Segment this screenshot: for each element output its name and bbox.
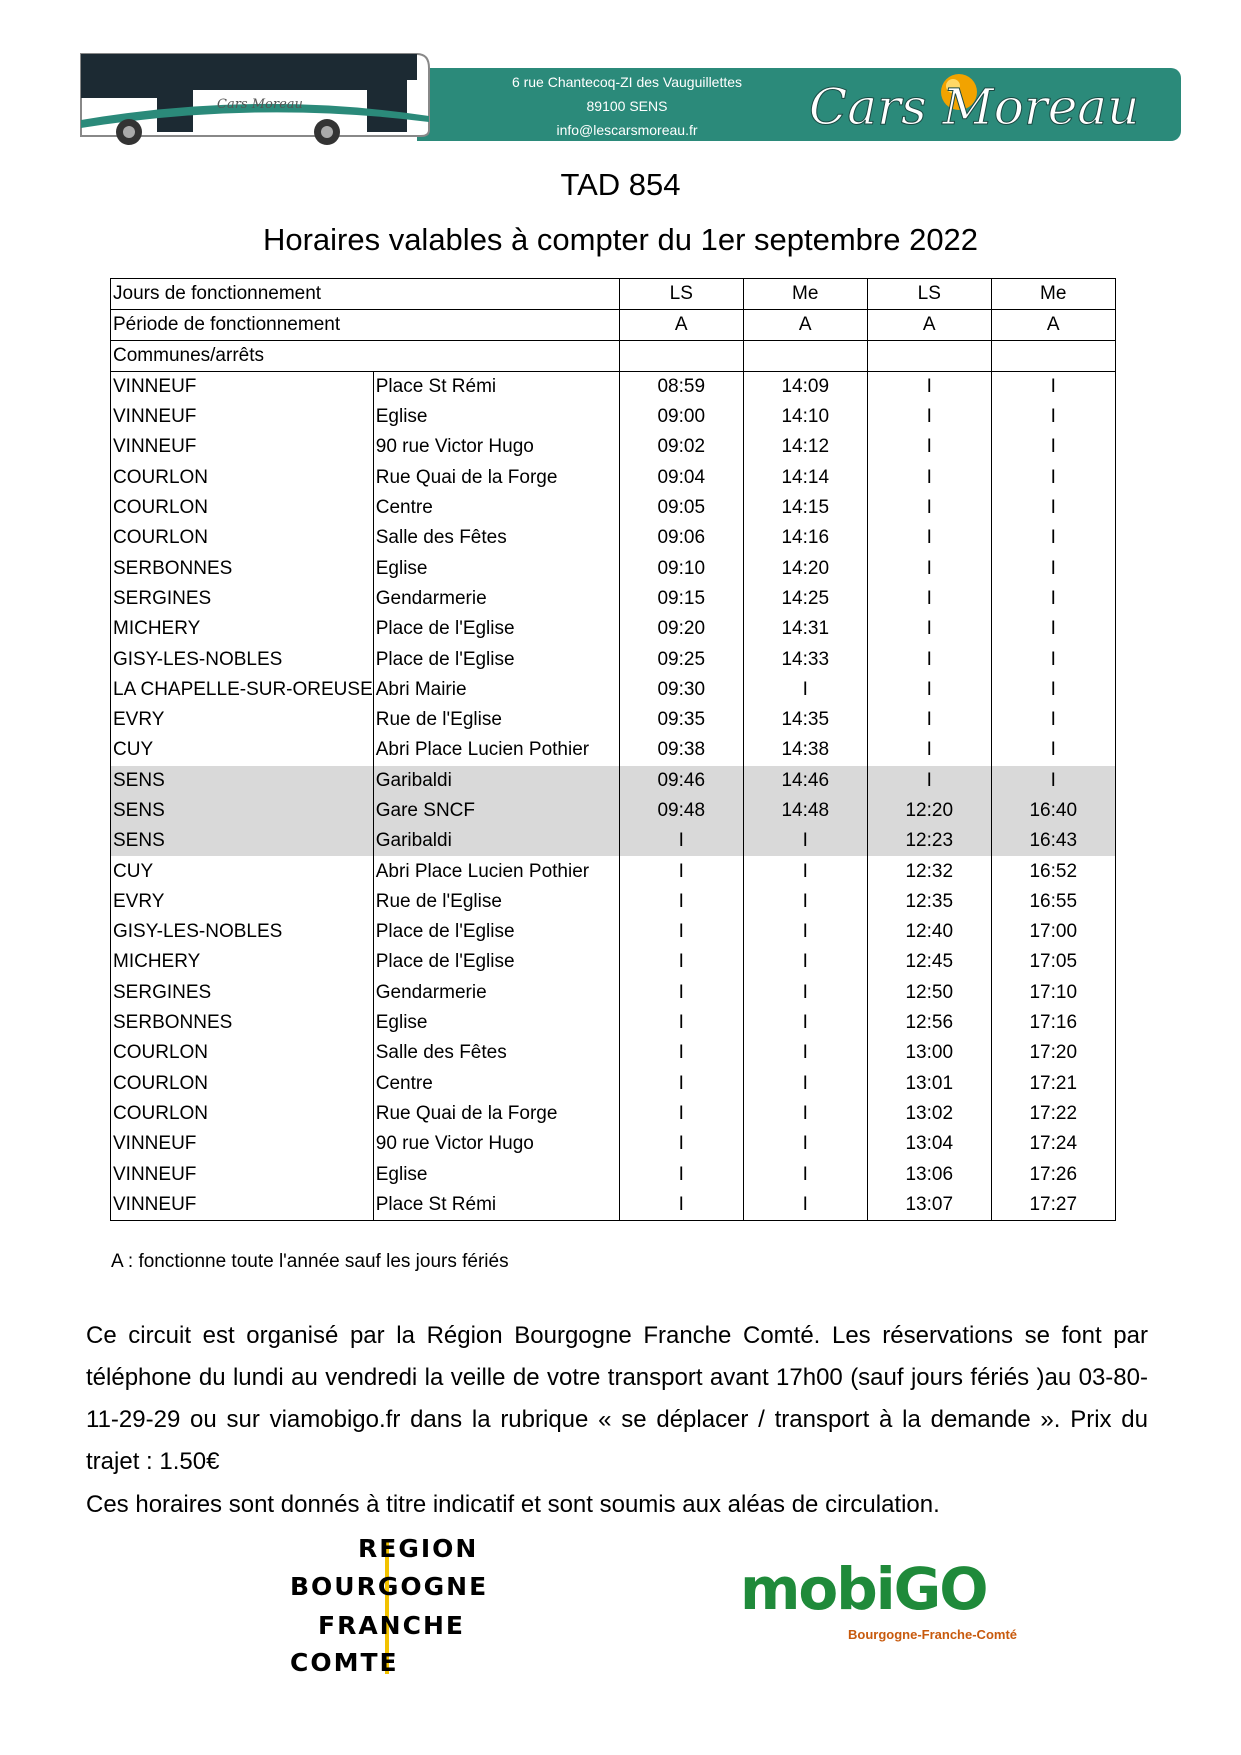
time-cell: 16:52 xyxy=(991,856,1115,886)
time-cell: I xyxy=(991,493,1115,523)
commune-cell: VINNEUF xyxy=(111,1190,374,1221)
time-cell: I xyxy=(743,1129,867,1159)
time-cell: I xyxy=(619,1129,743,1159)
table-row xyxy=(111,826,1116,856)
time-cell: 14:35 xyxy=(743,705,867,735)
stop-cell: Salle des Fêtes xyxy=(373,523,619,553)
table-row xyxy=(111,463,1116,493)
time-cell: I xyxy=(991,584,1115,614)
time-cell: 09:48 xyxy=(619,796,743,826)
time-cell: I xyxy=(743,1008,867,1038)
time-cell: I xyxy=(867,705,991,735)
time-cell: 14:10 xyxy=(743,402,867,432)
time-cell: 14:48 xyxy=(743,796,867,826)
time-cell: I xyxy=(743,675,867,705)
stop-cell: Centre xyxy=(373,493,619,523)
commune-cell: SERBONNES xyxy=(111,1008,374,1038)
time-cell: I xyxy=(619,947,743,977)
time-cell: 17:27 xyxy=(991,1190,1115,1221)
time-cell: 17:05 xyxy=(991,947,1115,977)
period-row xyxy=(111,310,1116,341)
time-cell: 09:00 xyxy=(619,402,743,432)
table-row xyxy=(111,675,1116,705)
time-cell: I xyxy=(619,1069,743,1099)
commune-cell: VINNEUF xyxy=(111,402,374,432)
time-cell: I xyxy=(743,978,867,1008)
stop-cell: 90 rue Victor Hugo xyxy=(373,1129,619,1159)
time-cell: 17:26 xyxy=(991,1159,1115,1189)
days-row-label: Jours de fonctionnement xyxy=(111,279,620,310)
time-cell: I xyxy=(743,1159,867,1189)
time-cell: I xyxy=(867,735,991,765)
table-row xyxy=(111,1069,1116,1099)
mobigo-wordmark: mobiGO xyxy=(740,1555,987,1623)
commune-cell: MICHERY xyxy=(111,614,374,644)
commune-cell: VINNEUF xyxy=(111,372,374,403)
time-cell: 16:55 xyxy=(991,887,1115,917)
commune-cell: MICHERY xyxy=(111,947,374,977)
stop-cell: Place de l'Eglise xyxy=(373,614,619,644)
region-bfc-logo xyxy=(290,1530,510,1680)
time-cell: 17:00 xyxy=(991,917,1115,947)
time-cell: 13:02 xyxy=(867,1099,991,1129)
time-cell: I xyxy=(991,675,1115,705)
table-row xyxy=(111,856,1116,886)
time-cell: I xyxy=(743,947,867,977)
time-cell: I xyxy=(619,1008,743,1038)
address-line-1: 6 rue Chantecoq-ZI des Vauguillettes xyxy=(511,74,743,90)
time-cell: 14:46 xyxy=(743,766,867,796)
time-cell: I xyxy=(743,887,867,917)
time-cell: I xyxy=(991,432,1115,462)
stops-header-row-cell xyxy=(991,341,1115,372)
time-cell: 14:12 xyxy=(743,432,867,462)
stop-cell: Rue Quai de la Forge xyxy=(373,1099,619,1129)
time-cell: I xyxy=(867,614,991,644)
time-cell: I xyxy=(743,1190,867,1221)
time-cell: 17:21 xyxy=(991,1069,1115,1099)
stops-header-row-label: Communes/arrêts xyxy=(111,341,620,372)
period-row-cell: A xyxy=(867,310,991,341)
table-row xyxy=(111,796,1116,826)
period-row-cell: A xyxy=(619,310,743,341)
stop-cell: Place St Rémi xyxy=(373,1190,619,1221)
time-cell: I xyxy=(867,584,991,614)
stop-cell: Rue de l'Eglise xyxy=(373,705,619,735)
table-row xyxy=(111,917,1116,947)
table-row xyxy=(111,1159,1116,1189)
stop-cell: Rue de l'Eglise xyxy=(373,887,619,917)
time-cell: I xyxy=(991,766,1115,796)
stop-cell: Eglise xyxy=(373,402,619,432)
time-cell: 17:20 xyxy=(991,1038,1115,1068)
mobigo-subtitle: Bourgogne-Franche-Comté xyxy=(848,1627,1017,1642)
table-row xyxy=(111,1038,1116,1068)
time-cell: I xyxy=(991,553,1115,583)
table-row xyxy=(111,1099,1116,1129)
time-cell: 09:04 xyxy=(619,463,743,493)
period-row-label: Période de fonctionnement xyxy=(111,310,620,341)
time-cell: 17:10 xyxy=(991,978,1115,1008)
time-cell: I xyxy=(991,523,1115,553)
time-cell: 12:32 xyxy=(867,856,991,886)
stops-header-row xyxy=(111,341,1116,372)
table-row xyxy=(111,614,1116,644)
table-row xyxy=(111,523,1116,553)
period-row-cell: A xyxy=(743,310,867,341)
commune-cell: LA CHAPELLE-SUR-OREUSE xyxy=(111,675,374,705)
table-row xyxy=(111,887,1116,917)
stop-cell: 90 rue Victor Hugo xyxy=(373,432,619,462)
days-row-cell: Me xyxy=(991,279,1115,310)
table-row xyxy=(111,1129,1116,1159)
time-cell: 09:30 xyxy=(619,675,743,705)
time-cell: 14:09 xyxy=(743,372,867,403)
time-cell: I xyxy=(991,372,1115,403)
table-row xyxy=(111,553,1116,583)
time-cell: I xyxy=(991,735,1115,765)
mobigo-logo xyxy=(740,1555,1040,1665)
table-row xyxy=(111,372,1116,403)
commune-cell: VINNEUF xyxy=(111,1129,374,1159)
stop-cell: Place de l'Eglise xyxy=(373,947,619,977)
commune-cell: CUY xyxy=(111,735,374,765)
stop-cell: Place de l'Eglise xyxy=(373,644,619,674)
days-row xyxy=(111,279,1116,310)
commune-cell: SENS xyxy=(111,796,374,826)
commune-cell: SENS xyxy=(111,766,374,796)
commune-cell: EVRY xyxy=(111,887,374,917)
page-header xyxy=(77,50,1181,146)
company-address xyxy=(467,70,787,142)
time-cell: 09:35 xyxy=(619,705,743,735)
region-logo-line-2: BOURGOGNE xyxy=(290,1572,489,1601)
region-logo-line-4: COMTE xyxy=(290,1648,399,1677)
days-row-cell: LS xyxy=(619,279,743,310)
period-row-cell: A xyxy=(991,310,1115,341)
table-row xyxy=(111,432,1116,462)
time-cell: 14:14 xyxy=(743,463,867,493)
commune-cell: COURLON xyxy=(111,523,374,553)
stop-cell: Rue Quai de la Forge xyxy=(373,463,619,493)
page-subtitle: Horaires valables à compter du 1er septembre 2022 xyxy=(262,222,979,257)
time-cell: 12:45 xyxy=(867,947,991,977)
region-logo-line-3: FRANCHE xyxy=(318,1611,465,1640)
time-cell: I xyxy=(991,705,1115,735)
time-cell: 14:25 xyxy=(743,584,867,614)
time-cell: I xyxy=(867,463,991,493)
time-cell: 12:20 xyxy=(867,796,991,826)
table-row xyxy=(111,493,1116,523)
time-cell: 16:40 xyxy=(991,796,1115,826)
time-cell: 13:06 xyxy=(867,1159,991,1189)
stop-cell: Place St Rémi xyxy=(373,372,619,403)
schedule-table xyxy=(110,278,1116,1221)
time-cell: 13:07 xyxy=(867,1190,991,1221)
time-cell: 14:31 xyxy=(743,614,867,644)
time-cell: I xyxy=(991,463,1115,493)
time-cell: I xyxy=(743,917,867,947)
schedule-body xyxy=(111,279,1116,1221)
time-cell: I xyxy=(867,675,991,705)
stop-cell: Eglise xyxy=(373,1008,619,1038)
time-cell: I xyxy=(867,523,991,553)
time-cell: I xyxy=(619,917,743,947)
page-title: TAD 854 xyxy=(560,167,681,202)
table-row xyxy=(111,947,1116,977)
address-line-2: 89100 SENS xyxy=(586,98,668,114)
time-cell: 12:35 xyxy=(867,887,991,917)
table-row xyxy=(111,402,1116,432)
time-cell: I xyxy=(743,856,867,886)
stop-cell: Abri Place Lucien Pothier xyxy=(373,735,619,765)
commune-cell: EVRY xyxy=(111,705,374,735)
commune-cell: VINNEUF xyxy=(111,1159,374,1189)
stops-header-row-cell xyxy=(619,341,743,372)
time-cell: I xyxy=(743,1099,867,1129)
time-cell: I xyxy=(991,644,1115,674)
time-cell: 17:24 xyxy=(991,1129,1115,1159)
stop-cell: Salle des Fêtes xyxy=(373,1038,619,1068)
table-row xyxy=(111,766,1116,796)
time-cell: 13:00 xyxy=(867,1038,991,1068)
bus-brand-text: Cars Moreau xyxy=(217,97,303,112)
stop-cell: Abri Mairie xyxy=(373,675,619,705)
period-note: A : fonctionne toute l'année sauf les jours fériés xyxy=(111,1251,509,1272)
stop-cell: Gendarmerie xyxy=(373,584,619,614)
cars-moreau-logo xyxy=(799,62,1179,142)
time-cell: I xyxy=(743,826,867,856)
stop-cell: Eglise xyxy=(373,553,619,583)
commune-cell: GISY-LES-NOBLES xyxy=(111,917,374,947)
time-cell: I xyxy=(867,432,991,462)
time-cell: I xyxy=(619,856,743,886)
time-cell: 12:23 xyxy=(867,826,991,856)
stops-header-row-cell xyxy=(867,341,991,372)
time-cell: 09:20 xyxy=(619,614,743,644)
time-cell: I xyxy=(743,1069,867,1099)
days-row-cell: LS xyxy=(867,279,991,310)
commune-cell: COURLON xyxy=(111,1069,374,1099)
time-cell: I xyxy=(867,553,991,583)
commune-cell: GISY-LES-NOBLES xyxy=(111,644,374,674)
stop-cell: Gare SNCF xyxy=(373,796,619,826)
stop-cell: Place de l'Eglise xyxy=(373,917,619,947)
time-cell: I xyxy=(619,887,743,917)
commune-cell: SENS xyxy=(111,826,374,856)
stops-header-row-cell xyxy=(743,341,867,372)
time-cell: 13:01 xyxy=(867,1069,991,1099)
time-cell: I xyxy=(867,644,991,674)
time-cell: 09:05 xyxy=(619,493,743,523)
time-cell: I xyxy=(619,1190,743,1221)
commune-cell: CUY xyxy=(111,856,374,886)
time-cell: 17:16 xyxy=(991,1008,1115,1038)
time-cell: I xyxy=(619,826,743,856)
booking-info-paragraph: Ce circuit est organisé par la Région Bourgogne Franche Comté. Les réservations se font par téléphone du lundi au vendredi la veille de votre transport avant 17h00 (sauf jours fériés )au 03-80-11-29-29 ou sur viamobigo.fr dans la rubrique « se déplacer / transport à la demande ». Prix du trajet : 1.50€ xyxy=(86,1322,1148,1475)
time-cell: I xyxy=(991,614,1115,644)
table-row xyxy=(111,1190,1116,1221)
days-row-cell: Me xyxy=(743,279,867,310)
commune-cell: COURLON xyxy=(111,1038,374,1068)
commune-cell: COURLON xyxy=(111,1099,374,1129)
time-cell: 09:46 xyxy=(619,766,743,796)
commune-cell: SERBONNES xyxy=(111,553,374,583)
time-cell: 14:38 xyxy=(743,735,867,765)
table-row xyxy=(111,735,1116,765)
time-cell: 09:02 xyxy=(619,432,743,462)
commune-cell: SERGINES xyxy=(111,978,374,1008)
time-cell: I xyxy=(867,372,991,403)
time-cell: 14:20 xyxy=(743,553,867,583)
time-cell: 14:16 xyxy=(743,523,867,553)
time-cell: 12:40 xyxy=(867,917,991,947)
time-cell: 09:38 xyxy=(619,735,743,765)
table-row xyxy=(111,644,1116,674)
time-cell: 09:10 xyxy=(619,553,743,583)
stop-cell: Garibaldi xyxy=(373,766,619,796)
disclaimer-paragraph: Ces horaires sont donnés à titre indicatif et sont soumis aux aléas de circulation. xyxy=(86,1491,940,1518)
time-cell: 09:06 xyxy=(619,523,743,553)
commune-cell: COURLON xyxy=(111,493,374,523)
commune-cell: VINNEUF xyxy=(111,432,374,462)
time-cell: 17:22 xyxy=(991,1099,1115,1129)
company-email: info@lescarsmoreau.fr xyxy=(556,122,698,138)
stop-cell: Centre xyxy=(373,1069,619,1099)
time-cell: I xyxy=(619,1159,743,1189)
time-cell: 14:15 xyxy=(743,493,867,523)
time-cell: 16:43 xyxy=(991,826,1115,856)
table-row xyxy=(111,1008,1116,1038)
time-cell: 08:59 xyxy=(619,372,743,403)
time-cell: 09:15 xyxy=(619,584,743,614)
time-cell: 14:33 xyxy=(743,644,867,674)
time-cell: 09:25 xyxy=(619,644,743,674)
stop-cell: Eglise xyxy=(373,1159,619,1189)
brand-logo-text: Cars Moreau xyxy=(809,78,1140,136)
stop-cell: Abri Place Lucien Pothier xyxy=(373,856,619,886)
table-row xyxy=(111,584,1116,614)
time-cell: 12:50 xyxy=(867,978,991,1008)
time-cell: I xyxy=(991,402,1115,432)
time-cell: I xyxy=(619,1099,743,1129)
region-logo-line-1: REGION xyxy=(358,1534,479,1563)
time-cell: 13:04 xyxy=(867,1129,991,1159)
time-cell: I xyxy=(743,1038,867,1068)
stop-cell: Gendarmerie xyxy=(373,978,619,1008)
time-cell: I xyxy=(867,493,991,523)
time-cell: I xyxy=(867,402,991,432)
table-row xyxy=(111,705,1116,735)
time-cell: 12:56 xyxy=(867,1008,991,1038)
table-row xyxy=(111,978,1116,1008)
stop-cell: Garibaldi xyxy=(373,826,619,856)
commune-cell: COURLON xyxy=(111,463,374,493)
commune-cell: SERGINES xyxy=(111,584,374,614)
time-cell: I xyxy=(619,978,743,1008)
bus-illustration xyxy=(77,50,432,146)
time-cell: I xyxy=(619,1038,743,1068)
time-cell: I xyxy=(867,766,991,796)
